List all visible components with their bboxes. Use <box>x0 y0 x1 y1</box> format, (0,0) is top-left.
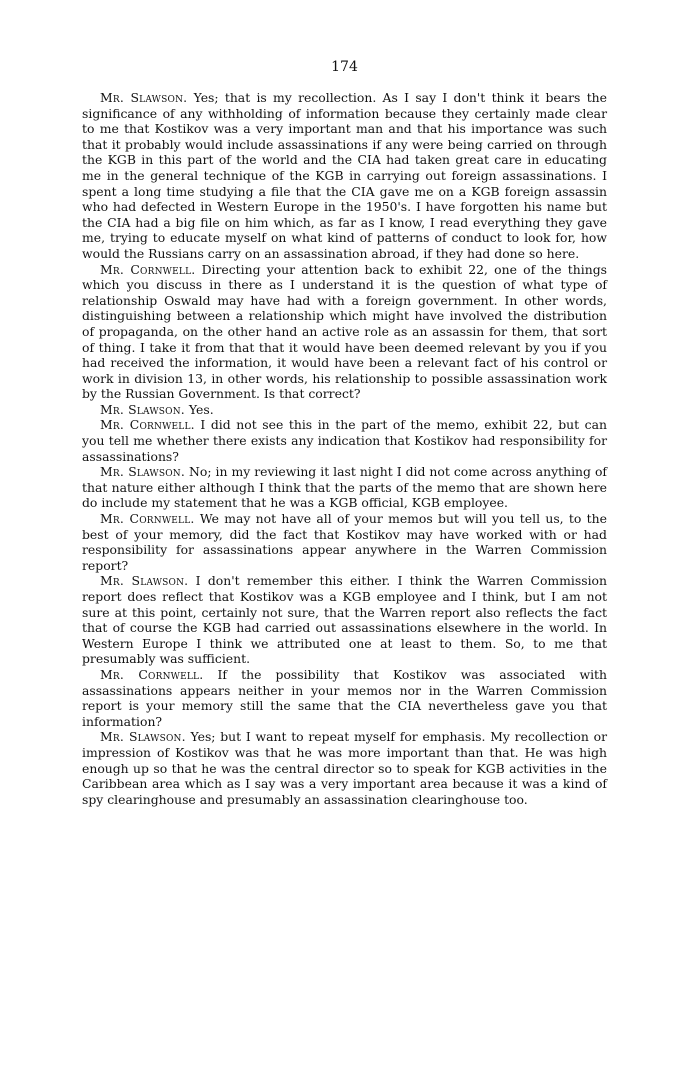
transcript-paragraph <box>82 402 607 418</box>
transcript-paragraph <box>82 667 607 729</box>
paragraph-text: Directing your attention back to exhibit 22, one of the things which you discuss in there as I understand it is the question of what type of relationship Oswald may have had with a foreign government. In other words, distinguishing between a relationship which might have involved the distribution of propaganda, on the other hand an active role as an assassin for them, that sort of thing. I take it from that that it would have been deemed relevant by you if you had received the information, it would have been a relevant fact of his control or work in division 13, in other words, his relationship to possible assassination work by the Russian Government. Is that correct? <box>82 261 607 402</box>
speaker-name: Mr. Slawson. <box>100 729 186 745</box>
transcript-paragraph <box>82 417 607 464</box>
transcript-paragraph <box>82 90 607 262</box>
paragraph-text: Yes. <box>188 401 214 417</box>
speaker-name: Mr. Slawson. <box>100 464 186 480</box>
paragraph-text: We may not have all of your memos but will you tell us, to the best of your memory, did the fact that Kostikov may have worked with or had responsibility for assassinations appear anywhere in the Warren Commission report? <box>82 511 607 573</box>
paragraph-text: I did not see this in the part of the memo, exhibit 22, but can you tell me whether there exists any indication that Kostikov had responsibility for assassinations? <box>82 417 607 464</box>
paragraph-text: Yes; but I want to repeat myself for emphasis. My recollection or impression of Kostikov was that he was more important than that. He was high enough up so that he was the central director so to speak for KGB activities in the Caribbean area which as I say was a very important area because it was a kind of spy clearinghouse and presumably an assassination clearinghouse too. <box>82 729 607 807</box>
paragraph-text: Yes; that is my recollection. As I say I don't think it bears the significance of any withholding of information because they certainly made clear to me that Kostikov was a very important man and that his importance was such that it probably would include assassinations if any were being carried on through the KGB in this part of the world and the CIA had taken great care in educating me in the general technique of the KGB in carrying out foreign assassinations. I spent a long time studying a file that the CIA gave me on a KGB foreign assassin who had defected in Western Europe in the 1950's. I have forgotten his name but the CIA had a big file on him which, as far as I know, I read everything they gave me, trying to educate myself on what kind of patterns of conduct to look for, how would the Russians carry on an assassination abroad, if they had done so here. <box>82 90 607 261</box>
transcript-body <box>82 90 607 807</box>
transcript-paragraph <box>82 464 607 511</box>
document-page <box>82 58 607 807</box>
transcript-paragraph <box>82 573 607 667</box>
transcript-paragraph <box>82 511 607 573</box>
paragraph-text: If the possibility that Kostikov was associated with assassinations appears neither in your memos nor in the Warren Commission report is your memory still the same that the CIA nevertheless gave you that information? <box>82 666 607 729</box>
speaker-name: Mr. Slawson. <box>100 90 188 105</box>
speaker-name: Mr. Cornwell. <box>100 417 195 433</box>
transcript-paragraph <box>82 729 607 807</box>
speaker-name: Mr. Slawson. <box>100 401 185 417</box>
speaker-name: Mr. Slawson. <box>100 573 189 589</box>
paragraph-text: No; in my reviewing it last night I did not come across anything of that nature either although I think that the parts of the memo that are shown here do include my statement that he was a KGB official, KGB employee. <box>82 464 607 511</box>
paragraph-text: I don't remember this either. I think the Warren Commission report does reflect that Kostikov was a KGB employee and I think, but I am not sure at this point, certainly not sure, that the Warren report also reflects the fact that of course the KGB had carried out assassinations elsewhere in the world. In Western Europe I think we attributed one at least to them. So, to me that presumably was sufficient. <box>82 573 607 667</box>
speaker-name: Mr. Cornwell. <box>100 261 196 277</box>
page-number: 174 <box>331 59 358 75</box>
transcript-paragraph <box>82 262 607 402</box>
speaker-name: Mr. Cornwell. <box>100 511 195 527</box>
speaker-name: Mr. Cornwell. <box>100 666 204 682</box>
